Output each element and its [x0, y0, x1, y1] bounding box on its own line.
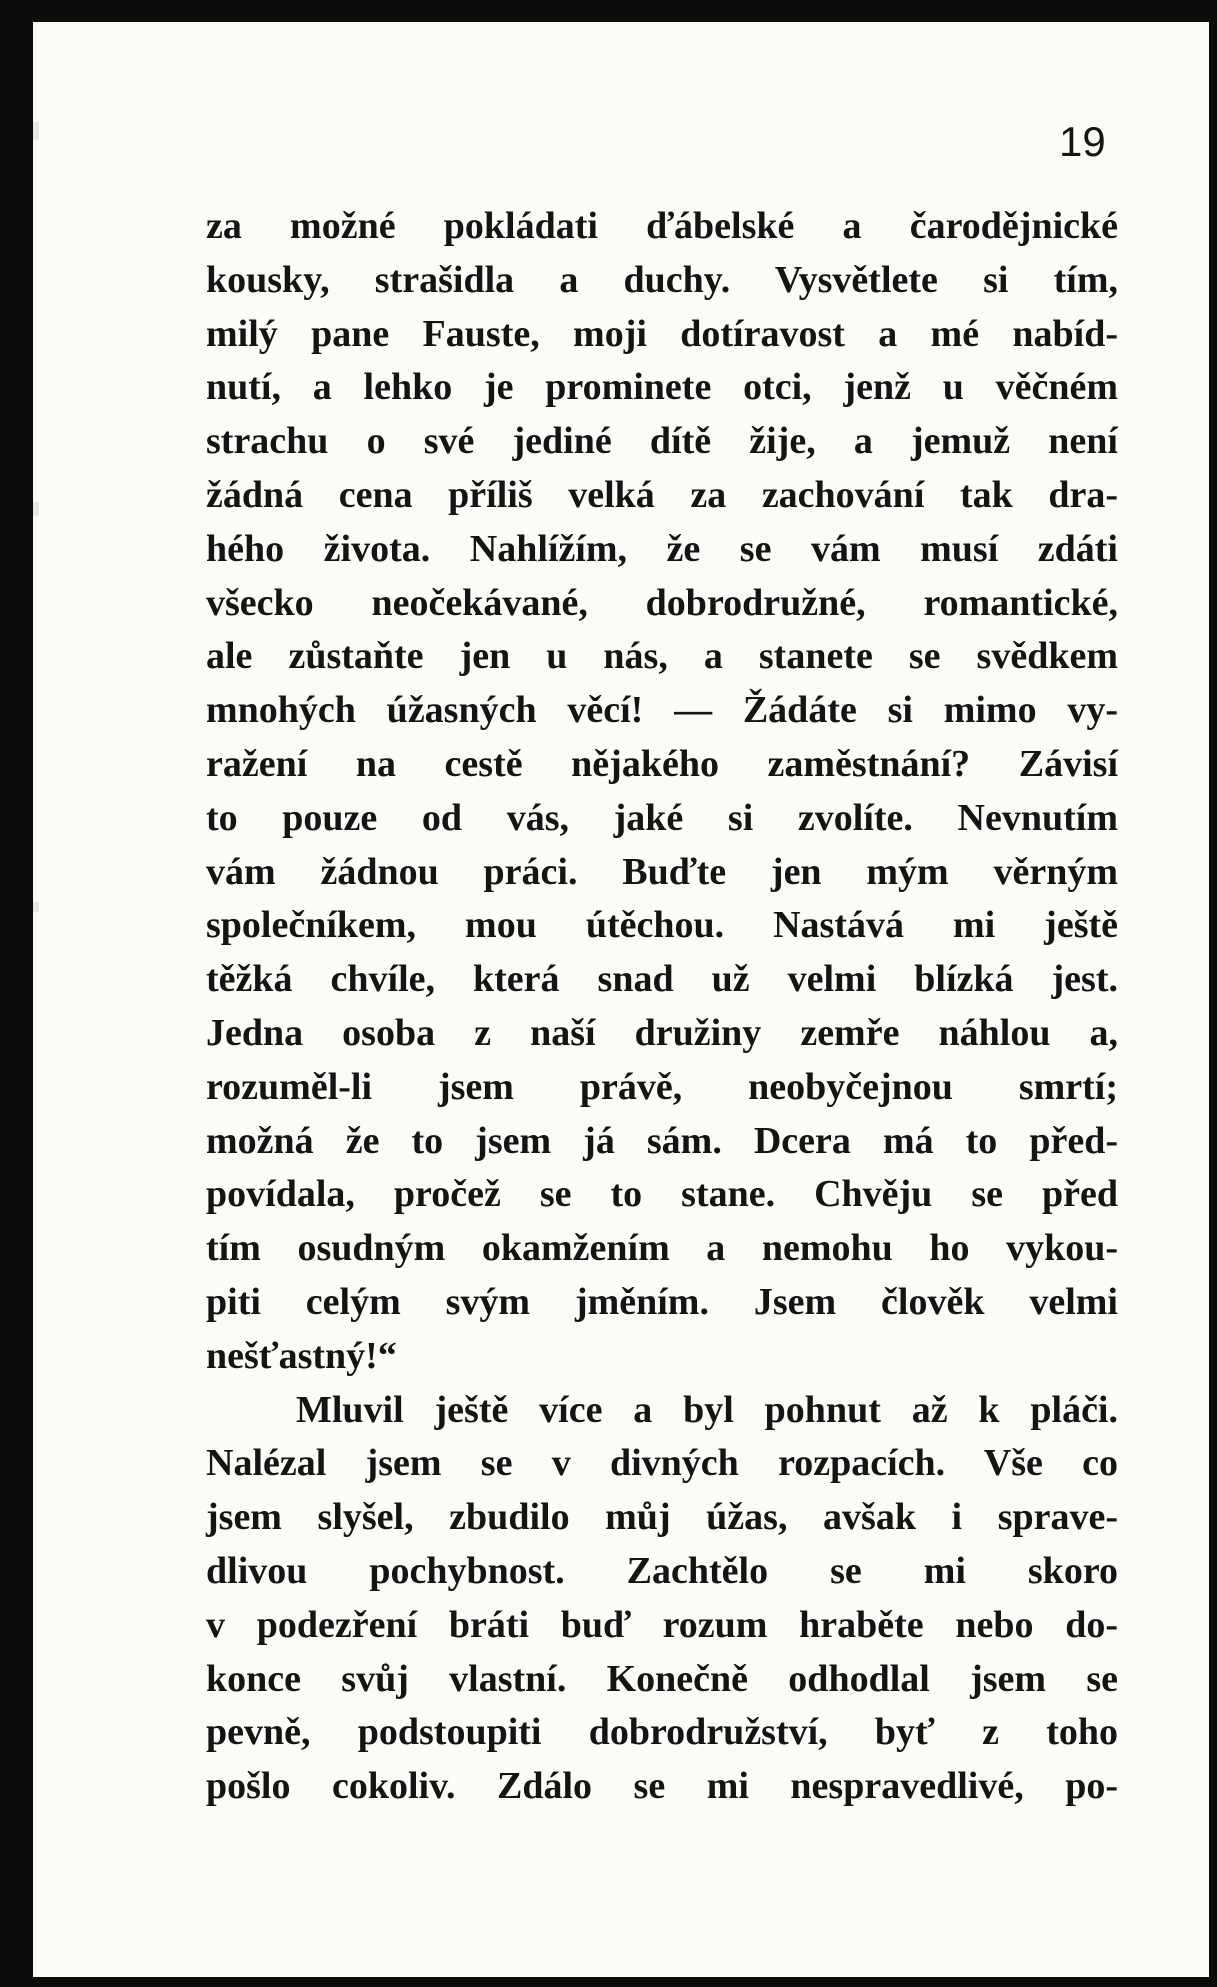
text-line: Mluvil ještě více a byl pohnut až k pláči. — [296, 1388, 1118, 1431]
book-page — [33, 22, 1209, 1977]
text-line: pošlo cokoliv. Zdálo se mi nespravedlivé, po- — [206, 1765, 1118, 1808]
text-line: všecko neočekávané, dobrodružné, romantické, — [206, 581, 1118, 624]
text-line: kousky, strašidla a duchy. Vysvětlete si tím, — [206, 258, 1118, 301]
text-line: žádná cena příliš velká za zachování tak dra- — [206, 473, 1118, 516]
text-line: povídala, pročež se to stane. Chvěju se před — [206, 1173, 1118, 1216]
text-line: vám žádnou práci. Buďte jen mým věrným — [206, 850, 1118, 893]
text-line: rozuměl-li jsem právě, neobyčejnou smrtí; — [206, 1065, 1118, 1108]
page-number: 19 — [1059, 118, 1106, 165]
text-line: hého života. Nahlížím, že se vám musí zdáti — [206, 527, 1118, 570]
text-line: jsem slyšel, zbudilo můj úžas, avšak i sprave- — [206, 1496, 1118, 1539]
text-line: za možné pokládati ďábelské a čarodějnické — [206, 205, 1118, 247]
text-line: piti celým svým jměním. Jsem člověk velmi — [206, 1280, 1118, 1323]
text-line: tím osudným okamžením a nemohu ho vykou- — [206, 1227, 1118, 1270]
text-line: milý pane Fauste, moji dotíravost a mé nabíd- — [206, 312, 1118, 355]
text-line: strachu o své jediné dítě žije, a jemuž není — [206, 420, 1118, 463]
text-line: možná že to jsem já sám. Dcera má to před- — [206, 1119, 1118, 1162]
text-line: v podezření bráti buď rozum hraběte nebo do- — [206, 1603, 1118, 1646]
spine-mark — [33, 902, 39, 912]
spine-mark — [33, 502, 39, 516]
text-line: ale zůstaňte jen u nás, a stanete se svědkem — [206, 635, 1118, 678]
paragraph-1 — [206, 200, 1118, 1384]
text-line: společníkem, mou útěchou. Nastává mi ještě — [206, 904, 1118, 947]
text-line: Jedna osoba z naší družiny zemře náhlou a, — [206, 1011, 1118, 1054]
text-line: konce svůj vlastní. Konečně odhodlal jsem se — [206, 1657, 1118, 1700]
text-line: mnohých úžasných věcí! — Žádáte si mimo vy- — [206, 689, 1118, 732]
spine-mark — [33, 122, 39, 140]
paragraph-2 — [206, 1384, 1118, 1814]
text-line: dlivou pochybnost. Zachtělo se mi skoro — [206, 1549, 1118, 1592]
text-line: to pouze od vás, jaké si zvolíte. Nevnutím — [206, 796, 1118, 839]
text-line: Nalézal jsem se v divných rozpacích. Vše co — [206, 1442, 1118, 1485]
text-line: nešťastný!“ — [206, 1334, 397, 1377]
body-text — [206, 200, 1118, 1814]
text-line: těžká chvíle, která snad už velmi blízká jest. — [206, 958, 1118, 1001]
text-line: pevně, podstoupiti dobrodružství, byť z toho — [206, 1711, 1118, 1754]
text-line: nutí, a lehko je prominete otci, jenž u věčném — [206, 366, 1118, 409]
text-line: ražení na cestě nějakého zaměstnání? Závisí — [206, 742, 1118, 785]
